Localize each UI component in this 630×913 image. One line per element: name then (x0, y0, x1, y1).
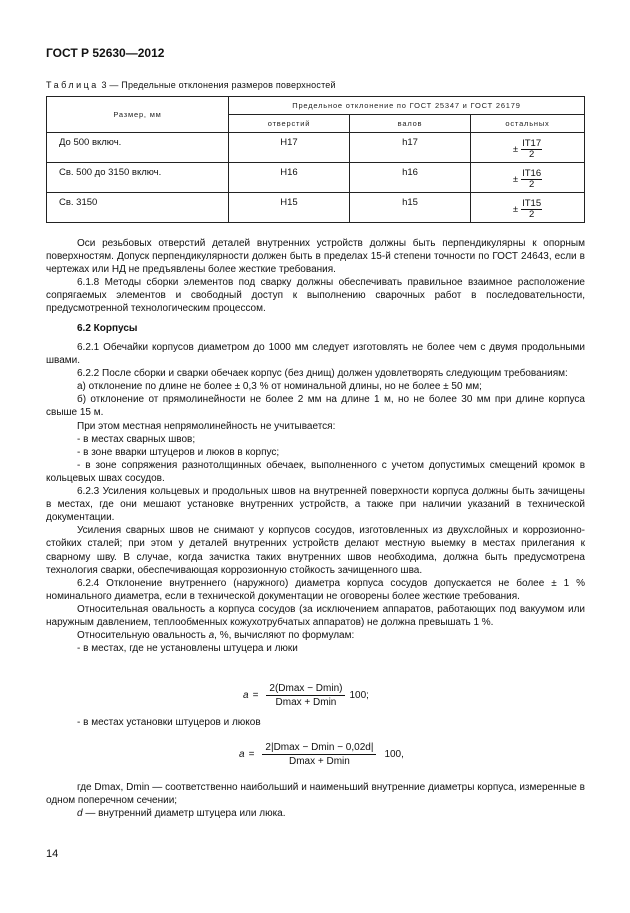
sub-header-other: остальных (471, 115, 585, 133)
formula-numerator: 2(Dmax − Dmin) (266, 683, 345, 696)
text-block-3 (46, 341, 585, 655)
plus-minus: ± (512, 204, 519, 215)
list-item: - в зоне сопряжения разнотолщинных обечаек, выполненного с учетом допустимых смещений кромок в кольцевых швах сосудов. (46, 459, 585, 484)
tolerance-table (46, 96, 585, 223)
text-block-4 (46, 716, 585, 729)
list-item: - в местах установки штуцеров и люков (77, 717, 261, 728)
sub-header-holes: отверстий (229, 115, 350, 133)
paragraph: 6.2.2 После сборки и сварки обечаек корпус (без днищ) должен удовлетворять следующим требованиям: (77, 368, 568, 380)
frac-num: IT15 (522, 198, 542, 209)
paragraph: Усиления сварных швов не снимают у корпусов сосудов, изготовленных из двухслойных и коррозионно-стойких сталей; при этом у деталей внутренних устройств делают местную выемку в местах прилегания к сварному шву. В случае, когда зачистка таких внутренних швов необходима, должна быть предусмотрена технология сварки, обеспечивающая коррозионную стойкость зачищенного шва. (46, 525, 585, 576)
formula-lhs: a (239, 749, 245, 760)
paragraph (46, 807, 585, 820)
paragraph (46, 629, 585, 642)
paragraph: 6.1.8 Методы сборки элементов под сварку должны обеспечивать правильное взаимное расположение сопрягаемых элементов и свободный доступ к выполнению сварочных работ в последовательности, предусмотренной технологическим процессом. (46, 277, 585, 315)
text-block-2 (46, 322, 585, 335)
table-caption-prefix: Таблица (46, 80, 99, 90)
table-row (47, 193, 585, 223)
row-size: До 500 включ. (47, 133, 229, 163)
formula-1 (243, 683, 369, 708)
row-holes: H15 (229, 193, 350, 223)
text-run: — внутренний диаметр штуцера или люка. (82, 808, 286, 820)
paragraph: Относительная овальность а корпуса сосудов (за исключением аппаратов, работающих под вакуумом или наружным давлением, теплообменных кожухотрубчатых аппаратов) не должна превышать 1 %. (46, 603, 585, 628)
frac-num: IT16 (522, 168, 542, 179)
plus-minus: ± (512, 174, 519, 185)
text-block-5 (46, 781, 585, 820)
table-caption (46, 80, 336, 90)
sub-header-shafts: валов (350, 115, 471, 133)
row-size: Св. 3150 (47, 193, 229, 223)
var-d: d (77, 808, 83, 820)
col-size-header: Размер, мм (47, 97, 229, 133)
row-holes: H16 (229, 163, 350, 193)
section-title: 6.2 Корпусы (77, 323, 138, 334)
table-caption-text: 3 — Предельные отклонения размеров поверхностей (98, 80, 336, 90)
page-number: 14 (46, 848, 59, 860)
formula-tail: 100; (349, 690, 369, 701)
row-other (471, 163, 585, 193)
formula-denominator: Dmax + Dmin (275, 697, 337, 708)
row-shafts: h15 (350, 193, 471, 223)
list-item: - в зоне вварки штуцеров и люков в корпус; (77, 446, 280, 458)
paragraph: Оси резьбовых отверстий деталей внутренних устройств должны быть перпендикулярны к опорным поверхностям. Допуск перпендикулярности должен быть в пределах 15-й степени точности по ГОСТ 24643, если в чертежах или НД не предъявлены более жесткие требования. (46, 238, 585, 276)
formula-tail: 100, (384, 749, 404, 760)
row-holes: H17 (229, 133, 350, 163)
row-size: Св. 500 до 3150 включ. (47, 163, 229, 193)
table-row (47, 163, 585, 193)
paragraph: 6.2.3 Усиления кольцевых и продольных швов на внутренней поверхности корпуса должны быть зачищены в местах, где они мешают установке внутренних устройств, а также при наличии указаний в технической документации. (46, 486, 585, 524)
table-row (47, 133, 585, 163)
list-item: - в местах сварных швов; (77, 433, 196, 445)
paragraph: При этом местная непрямолинейность не учитывается: (77, 420, 336, 432)
row-shafts: h16 (350, 163, 471, 193)
formula-eq: = (252, 690, 259, 701)
plus-minus: ± (512, 144, 519, 155)
row-shafts: h17 (350, 133, 471, 163)
text-run: Относительную овальность (77, 630, 209, 642)
document-header: ГОСТ Р 52630—2012 (46, 46, 165, 60)
formula-denominator: Dmax + Dmin (288, 756, 350, 767)
formula-2 (239, 742, 404, 767)
paragraph: 6.2.1 Обечайки корпусов диаметром до 1000 мм следует изготовлять не более чем с двумя продольными швами. (46, 342, 585, 367)
row-other (471, 193, 585, 223)
paragraph: б) отклонение от прямолинейности не более 2 мм на длине 1 м, но не более 30 мм при длине корпуса свыше 15 м. (46, 394, 585, 419)
formula-numerator: 2|Dmax − Dmin − 0,02d| (262, 742, 376, 755)
col-group-header: Предельное отклонение по ГОСТ 25347 и ГОСТ 26179 (229, 97, 585, 115)
formula-lhs: a (243, 690, 249, 701)
list-item: - в местах, где не установлены штуцера и люки (77, 643, 298, 655)
text-run: , %, вычисляют по формулам: (214, 630, 355, 642)
row-other (471, 133, 585, 163)
frac-num: IT17 (522, 138, 542, 149)
paragraph: а) отклонение по длине не более ± 0,3 % от номинальной длины, но не более ± 50 мм; (77, 381, 482, 393)
paragraph: 6.2.4 Отклонение внутреннего (наружного) диаметра корпуса сосудов допускается не более ± 1 % номинального диаметра, если в технической документации не оговорены более жесткие требования. (46, 577, 585, 602)
var-a: a (208, 630, 215, 642)
frac-den: 2 (528, 209, 535, 220)
frac-den: 2 (528, 149, 535, 160)
paragraph: где Dmax, Dmin — соответственно наибольший и наименьший внутренние диаметры корпуса, измеренные в одном поперечном сечении; (46, 782, 585, 807)
formula-eq: = (248, 749, 255, 760)
frac-den: 2 (528, 179, 535, 190)
text-block-1 (46, 237, 585, 316)
